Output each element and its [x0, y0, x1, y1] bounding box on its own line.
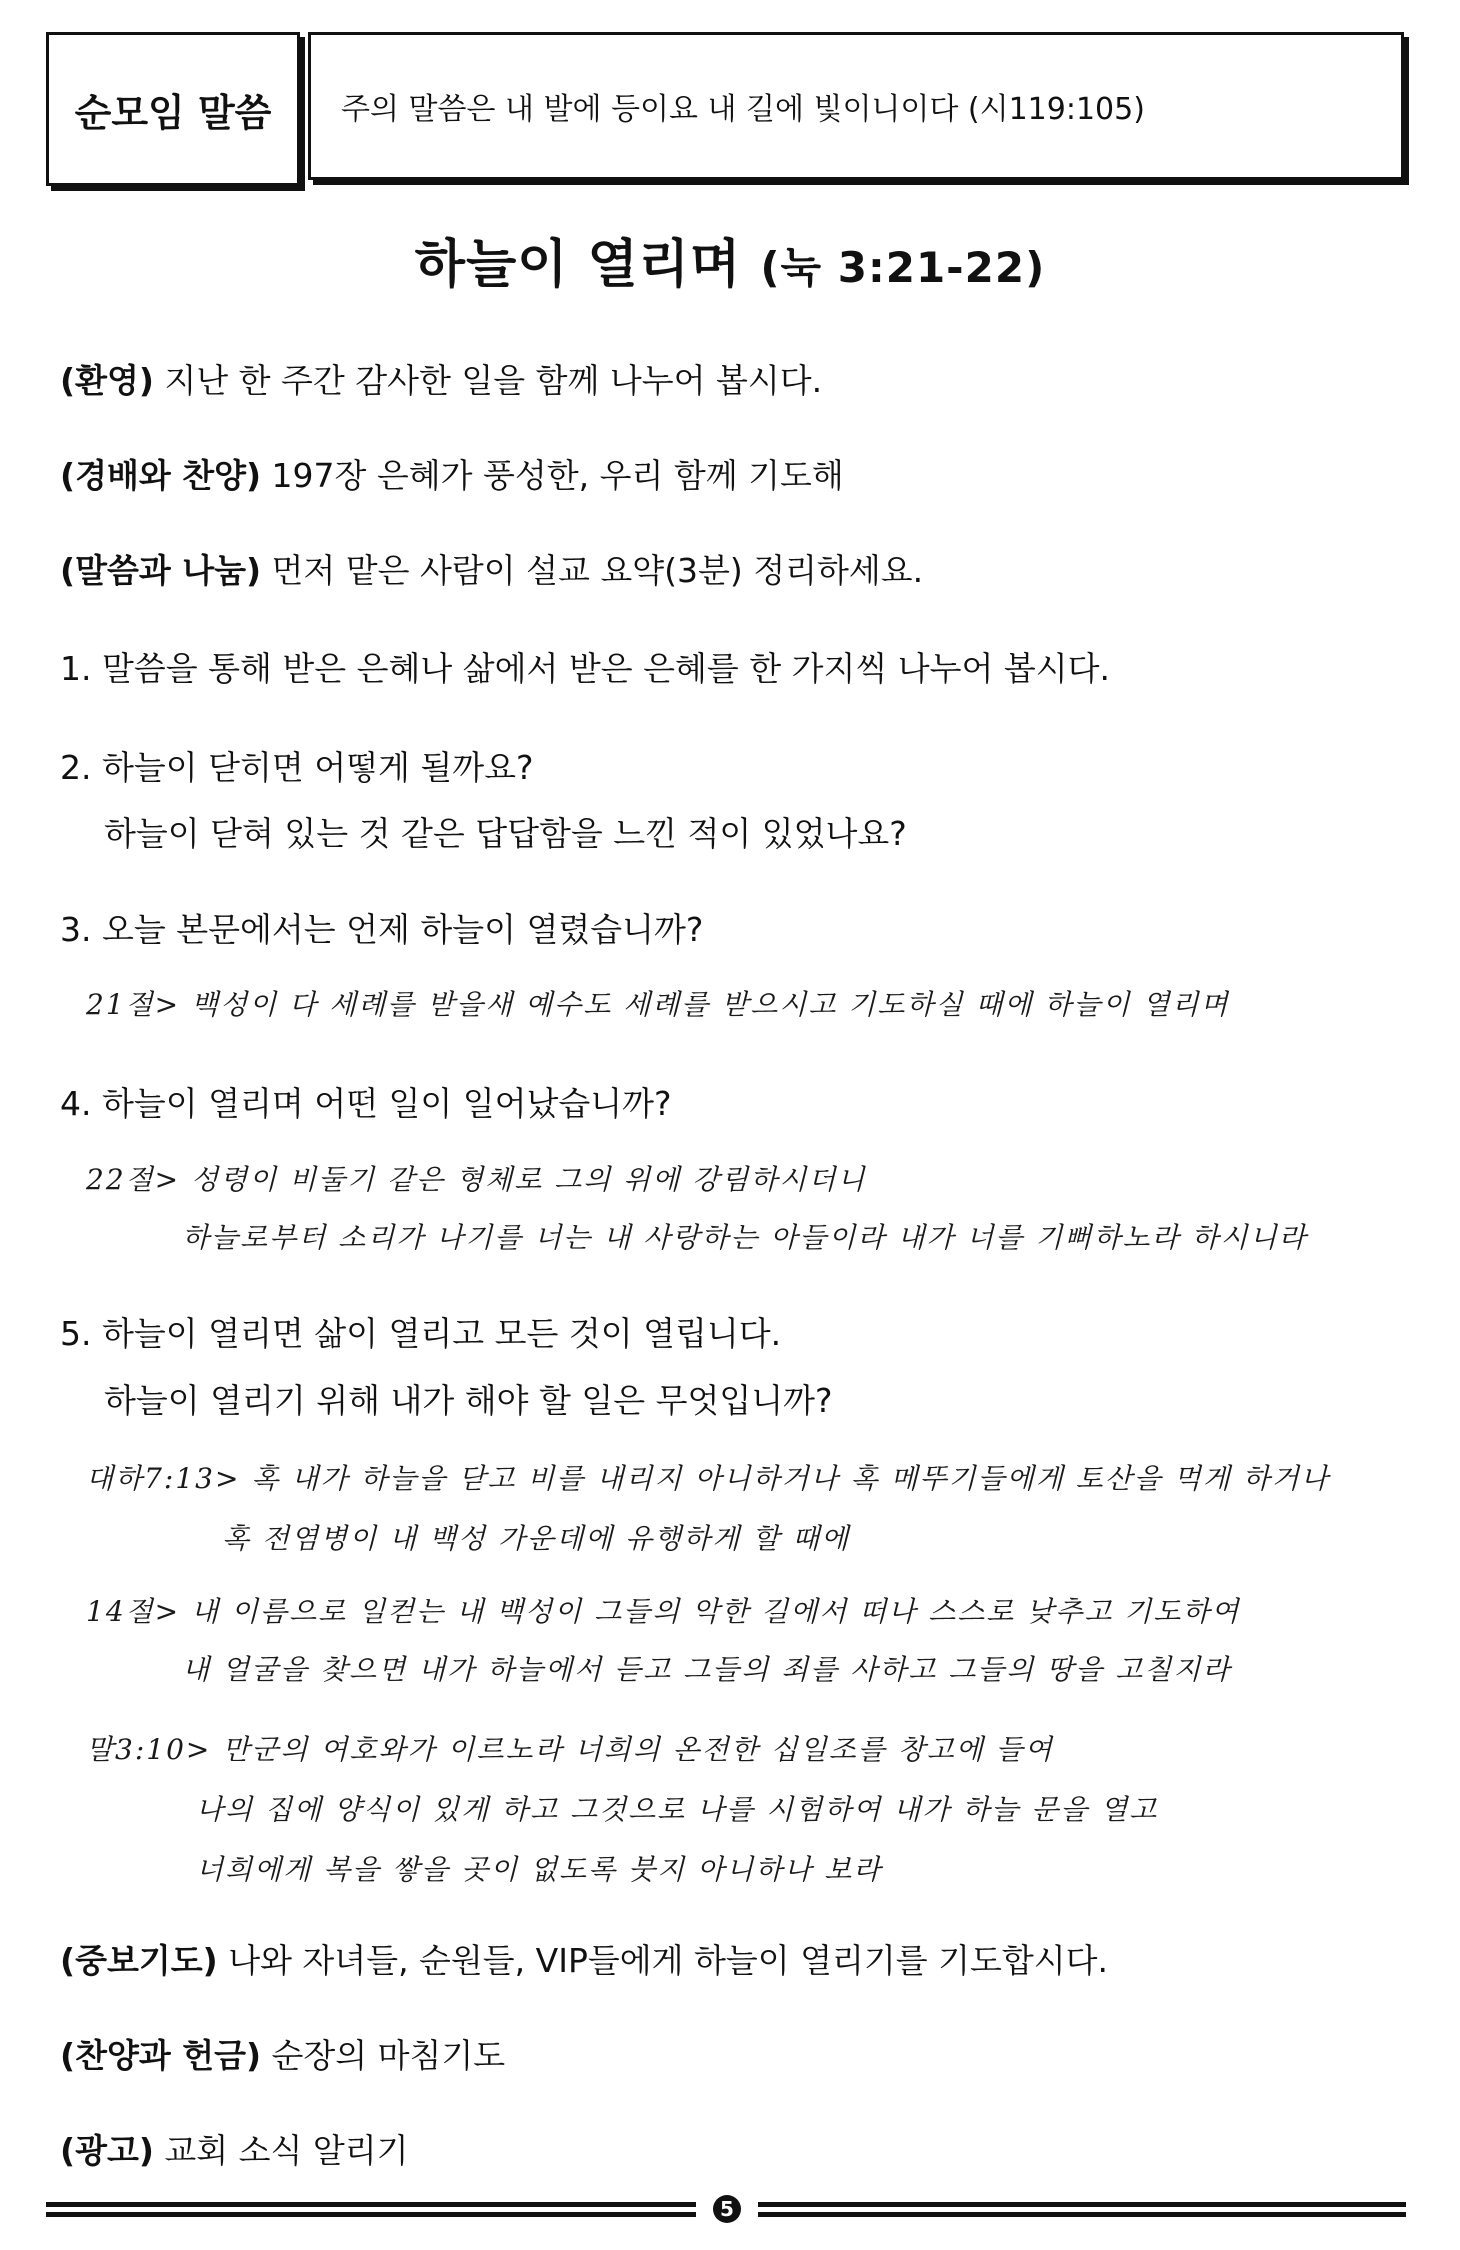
header-label: 순모임 말씀 [74, 90, 272, 135]
section-head: (중보기도) [60, 1941, 218, 1980]
header-verse-box [308, 32, 1404, 180]
answer-3: 21절> 백성이 다 세례를 받을새 예수도 세례를 받으시고 기도하실 때에 하늘이 열리며 [86, 988, 1230, 1021]
answer-5-line3: 14절> 내 이름으로 일컫는 내 백성이 그들의 악한 길에서 떠나 스스로 낮추고 기도하여 [86, 1595, 1241, 1628]
section-worship [60, 450, 844, 497]
page-number: 5 [713, 2195, 741, 2223]
section-head: (경배와 찬양) [60, 456, 262, 495]
question-2: 2. 하늘이 닫히면 어떻게 될까요? [60, 748, 534, 787]
section-text: 지난 한 주간 감사한 일을 함께 나누어 봅시다. [164, 361, 823, 400]
section-text: 교회 소식 알리기 [164, 2131, 409, 2170]
footer-rule-left [46, 2202, 696, 2207]
answer-5-line7: 너희에게 복을 쌓을 곳이 없도록 붓지 아니하나 보라 [196, 1853, 883, 1886]
answer-4-line2: 하늘로부터 소리가 나기를 너는 내 사랑하는 아들이라 내가 너를 기뻐하노라 하시니라 [182, 1221, 1308, 1254]
section-text: 나와 자녀들, 순원들, VIP들에게 하늘이 열리기를 기도합시다. [228, 1941, 1108, 1980]
section-word [60, 545, 923, 592]
footer-rule-right [758, 2202, 1406, 2207]
answer-5-line2: 혹 전염병이 내 백성 가운데에 유행하게 할 때에 [222, 1522, 851, 1555]
header-label-box [46, 32, 300, 186]
answer-4-line1: 22절> 성령이 비둘기 같은 형체로 그의 위에 강림하시더니 [86, 1163, 867, 1196]
title-reference: (눅 3:21-22) [760, 243, 1046, 292]
question-1: 1. 말씀을 통해 받은 은혜나 삶에서 받은 은혜를 한 가지씩 나누어 봅시다. [60, 649, 1110, 688]
answer-5-line6: 나의 집에 양식이 있게 하고 그것으로 나를 시험하여 내가 하늘 문을 열고 [196, 1793, 1159, 1826]
question-2-sub: 하늘이 닫혀 있는 것 같은 답답함을 느낀 적이 있었나요? [104, 814, 907, 853]
answer-5-line1: 대하7:13> 혹 내가 하늘을 닫고 비를 내리지 아니하거나 혹 메뚜기들에게 토산을 먹게 하거나 [86, 1462, 1330, 1495]
header-verse: 주의 말씀은 내 발에 등이요 내 길에 빛이니이다 (시119:105) [341, 92, 1145, 127]
section-welcome [60, 355, 822, 402]
section-intercession [60, 1935, 1108, 1982]
question-5: 5. 하늘이 열리면 삶이 열리고 모든 것이 열립니다. [60, 1314, 782, 1353]
title-main: 하늘이 열리며 [414, 235, 742, 295]
question-4: 4. 하늘이 열리며 어떤 일이 일어났습니까? [60, 1084, 672, 1123]
answer-5-line5: 말3:10> 만군의 여호와가 이르노라 너희의 온전한 십일조를 창고에 들여 [86, 1733, 1054, 1766]
footer-rule-right [758, 2212, 1406, 2217]
answer-5-line4: 내 얼굴을 찾으면 내가 하늘에서 듣고 그들의 죄를 사하고 그들의 땅을 고칠지라 [182, 1653, 1232, 1686]
section-text: 순장의 마침기도 [271, 2036, 506, 2075]
section-notice [60, 2125, 409, 2172]
section-text: 197장 은혜가 풍성한, 우리 함께 기도해 [271, 456, 844, 495]
section-head: (찬양과 헌금) [60, 2036, 262, 2075]
page-title [0, 222, 1460, 297]
question-5-sub: 하늘이 열리기 위해 내가 해야 할 일은 무엇입니까? [104, 1381, 833, 1420]
section-offering [60, 2030, 505, 2077]
section-head: (광고) [60, 2131, 154, 2170]
section-text: 먼저 맡은 사람이 설교 요약(3분) 정리하세요. [271, 551, 924, 590]
footer-rule-left [46, 2212, 696, 2217]
section-head: (환영) [60, 361, 154, 400]
section-head: (말씀과 나눔) [60, 551, 262, 590]
question-3: 3. 오늘 본문에서는 언제 하늘이 열렸습니까? [60, 910, 704, 949]
page-footer [46, 2198, 1406, 2224]
